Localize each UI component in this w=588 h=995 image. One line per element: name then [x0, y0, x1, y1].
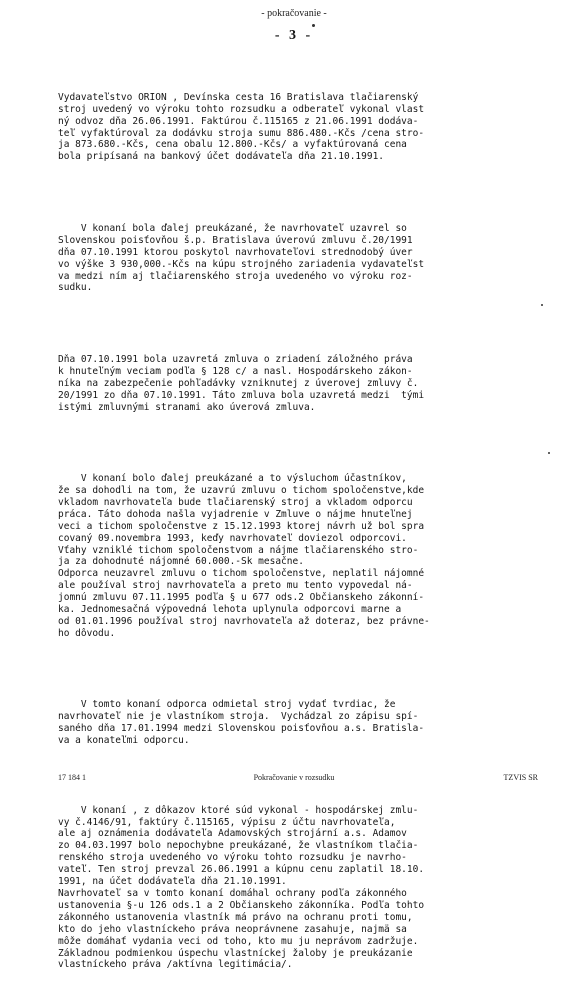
paragraph-lien-agreement: Dňa 07.10.1991 bola uzavretá zmluva o zriadení záložného práva k hnuteľným veciam podľa § 128 c/ a nasl. Hospodárskeho zákon- níka na zabezpečenie pohľadávky vzniknutej z úverovej zmluvy č. 20/1991 zo dňa 07.10.1991. Táto zmluva bola uzavretá medzi tými istými zmluvnými stranami ako úverová zmluva. — [58, 353, 425, 413]
paragraph-loan-agreement: V konaní bola ďalej preukázané, že navrhovateľ uzavrel so Slovenskou poisťovňou š.p. Bratislava úverovú zmluvu č.20/1991 dňa 07.10.1991 ktorou poskytol navrhovateľovi strednodobý úver vo výške 3 930,000.-Kčs na kúpu strojného zariadenia vydavateľst va medzi ním aj tlačiarenského stroja uvedeného vo výroku roz- sudku. — [58, 222, 425, 294]
continued-header: - pokračovanie - — [261, 8, 327, 19]
scan-speck — [541, 304, 543, 306]
document-body — [58, 68, 570, 995]
scan-speck — [312, 24, 315, 27]
footer-reference-number: 17 184 1 — [58, 773, 86, 782]
page-number: - 3 - — [274, 28, 314, 43]
page-footer — [0, 773, 588, 787]
scan-speck — [548, 452, 550, 454]
paragraph-silent-partnership: V konaní bolo ďalej preukázané a to výsluchom účastníkov, že sa dohodli na tom, že uzavrú zmluvu o tichom spoločenstve,kde vkladom navrhovateľa bude tlačiarenský stroj a vkladom odporcu práca. Táto dohoda našla vyjadrenie v Zmluve o nájme hnuteľnej veci a tichom spoločenstve z 15.12.1993 ktorej návrh už bol spra covaný 09.novembra 1993, keďy navrhovateľ doviezol odporcovi. Vťahy vzniklé tichom spoločenstvom a nájme tlačiarenského stro- ja za dohodnuté nájomné 60.000.-Sk mesačne. Odporca neuzavrel zmluvu o tichom spoločenstve, neplatil nájomné ale používal stroj navrhovateľa a preto mu tento vypovedal ná- jomnú zmluvu 07.11.1995 podľa § u 677 ods.2 Občianskeho zákonní- ka. Jednomesačná výpovedná lehota uplynula odporcovi marne a od 01.01.1996 používal stroj navrhovateľa až doteraz, bez právne- ho dôvodu. — [58, 473, 430, 639]
footer-continued-note: Pokračovanie v rozsudku — [253, 773, 335, 782]
paragraph-ownership-proof: V konaní , z dôkazov ktoré súd vykonal - hospodárskej zmlu- vy č.4146/91, faktúry č.115165, výpisu z účtu navrhovateľa, ale aj oznámenia dodávateľa Adamovských strojární a.s. Adamov zo 04.03.1997 bolo nepochybne preukázané, že vlastníkom tlačia- renského stroja uvedeného vo výroku tohto rozsudku je navrho- vateľ. Ten stroj prevzal 26.06.1991 a kúpnu cenu zaplatil 18.10. 1991, na účet dodávateľa dňa 21.10.1991. Navrhovateľ sa v tomto konaní domáhal ochrany podľa zákonného ustanovenia §-u 126 ods.1 a 2 Občianskeho zákonníka. Podľa tohto zákonného ustanovenia vlastník má právo na ochranu proti tomu, kto do jeho vlastníckeho práva neoprávnene zasahuje, najmä sa môže domáhať vydania veci od toho, kto mu ju neprávom zadržuje. Základnou podmienkou úspechu vlastníckej žaloby je preukázanie vlastníckeho práva /aktívna legitimácia/. — [58, 804, 425, 971]
footer-office-mark: TZVIS SR — [503, 773, 538, 782]
paragraph-supplier-delivery: Vydavateľstvo ORION , Devínska cesta 16 Bratislava tlačiarenský stroj uvedený vo výroku tohto rozsudku a odberateľ vykonal vlast ný odvoz dňa 26.06.1991. Faktúrou č.115165 z 21.06.1991 dodáva- teľ vyfaktúroval za dodávku stroja sumu 886.480.-Kčs /cena stro- ja 873.680.-Kčs, cena obalu 12.800.-Kčs/ a vyfaktúrovaná cena bola pripísaná na bankový účet dodávateľa dňa 21.10.1991. — [58, 91, 425, 163]
paragraph-respondent-refusal: V tomto konaní odporca odmietal stroj vydať tvrdiac, že navrhovateľ nie je vlastníkom stroja. Vychádzal zo zápisu spí- saného dňa 17.01.1994 medzi Slovenskou poisťovňou a.s. Bratisla- va a konateľmi odporcu. — [58, 699, 425, 747]
